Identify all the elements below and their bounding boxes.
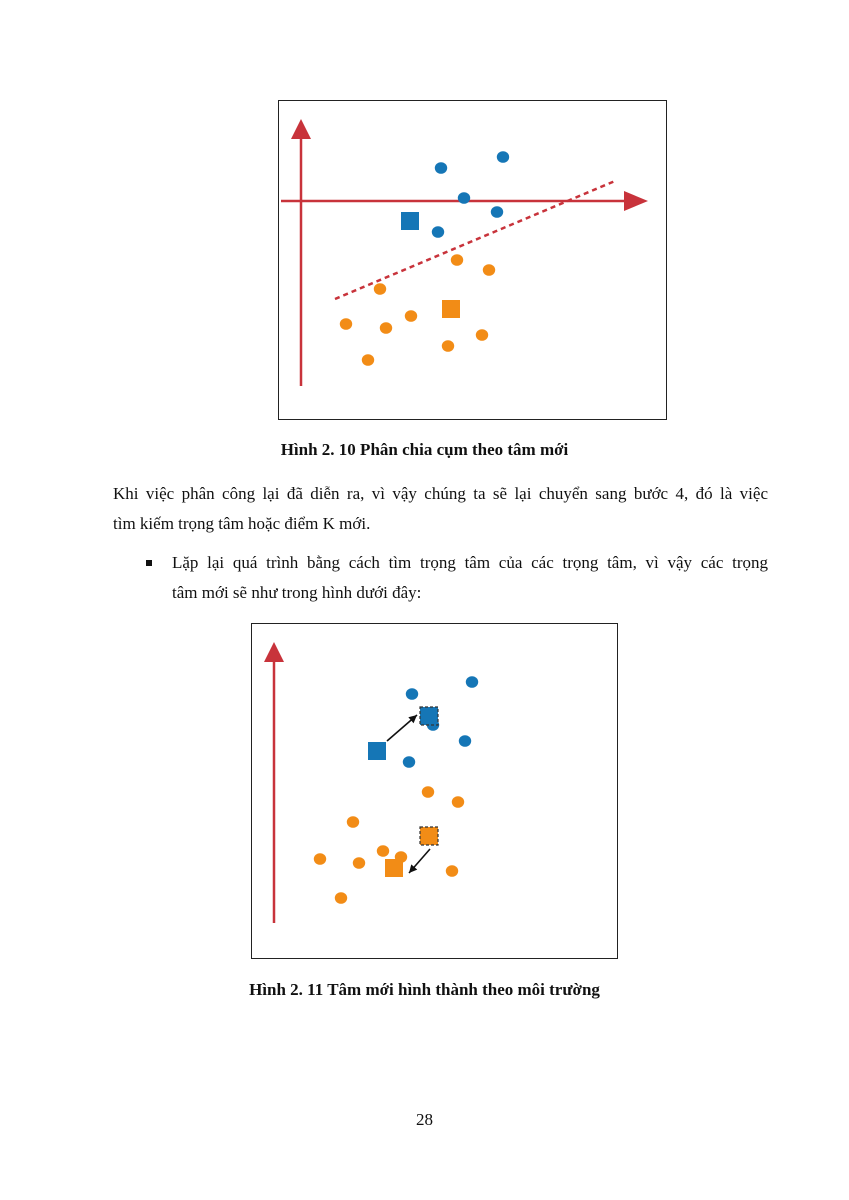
page-number: 28: [416, 1110, 433, 1129]
orange-point: [451, 254, 463, 266]
bullet-item: [172, 548, 768, 608]
blue-old-centroid: [368, 742, 386, 760]
blue-point: [491, 206, 503, 218]
paragraph-line: tìm kiếm trọng tâm hoặc điểm K mới.: [113, 514, 371, 533]
blue-point: [458, 192, 470, 204]
blue-centroid: [401, 212, 419, 230]
x-axis-arrow-icon: [624, 191, 648, 211]
bullet-square-icon: [146, 560, 152, 566]
blue-new-centroid: [420, 707, 438, 725]
blue-point: [459, 735, 471, 747]
orange-point: [405, 310, 417, 322]
figure-caption-1: Hình 2. 10 Phân chia cụm theo tâm mới: [280, 440, 569, 459]
orange-point: [362, 354, 374, 366]
orange-point: [314, 853, 326, 865]
orange-point: [452, 796, 464, 808]
figure-caption-2: Hình 2. 11 Tâm mới hình thành theo môi trường: [249, 980, 600, 999]
orange-point: [380, 322, 392, 334]
blue-point: [432, 226, 444, 238]
figure-new-centroids: [251, 623, 618, 959]
bullet-line: Lặp lại quá trình bằng cách tìm trọng tâm của các trọng tâm, vì vậy các trọng: [172, 553, 768, 572]
figure-cluster-split: [278, 100, 667, 420]
body-paragraph: [113, 479, 768, 539]
orange-point: [377, 845, 389, 857]
orange-point: [347, 816, 359, 828]
orange-point: [476, 329, 488, 341]
orange-point: [483, 264, 495, 276]
orange-point: [442, 340, 454, 352]
cluster-boundary-line: [335, 181, 615, 299]
bullet-line: tâm mới sẽ như trong hình dưới đây:: [172, 583, 422, 602]
blue-point: [406, 688, 418, 700]
orange-point: [422, 786, 434, 798]
orange-new-centroid: [385, 859, 403, 877]
orange-centroid: [442, 300, 460, 318]
y-axis-arrow-icon: [264, 642, 284, 662]
y-axis-arrow-icon: [291, 119, 311, 139]
blue-point: [435, 162, 447, 174]
orange-point: [335, 892, 347, 904]
blue-point: [403, 756, 415, 768]
scatter-plot-2: [252, 624, 619, 960]
orange-point: [353, 857, 365, 869]
orange-point: [340, 318, 352, 330]
orange-point: [446, 865, 458, 877]
blue-point: [466, 676, 478, 688]
orange-point: [374, 283, 386, 295]
blue-point: [497, 151, 509, 163]
orange-old-centroid: [420, 827, 438, 845]
scatter-plot-1: [279, 101, 668, 421]
paragraph-line: Khi việc phân công lại đã diễn ra, vì vậy chúng ta sẽ lại chuyển sang bước 4, đó là việc: [113, 484, 768, 503]
